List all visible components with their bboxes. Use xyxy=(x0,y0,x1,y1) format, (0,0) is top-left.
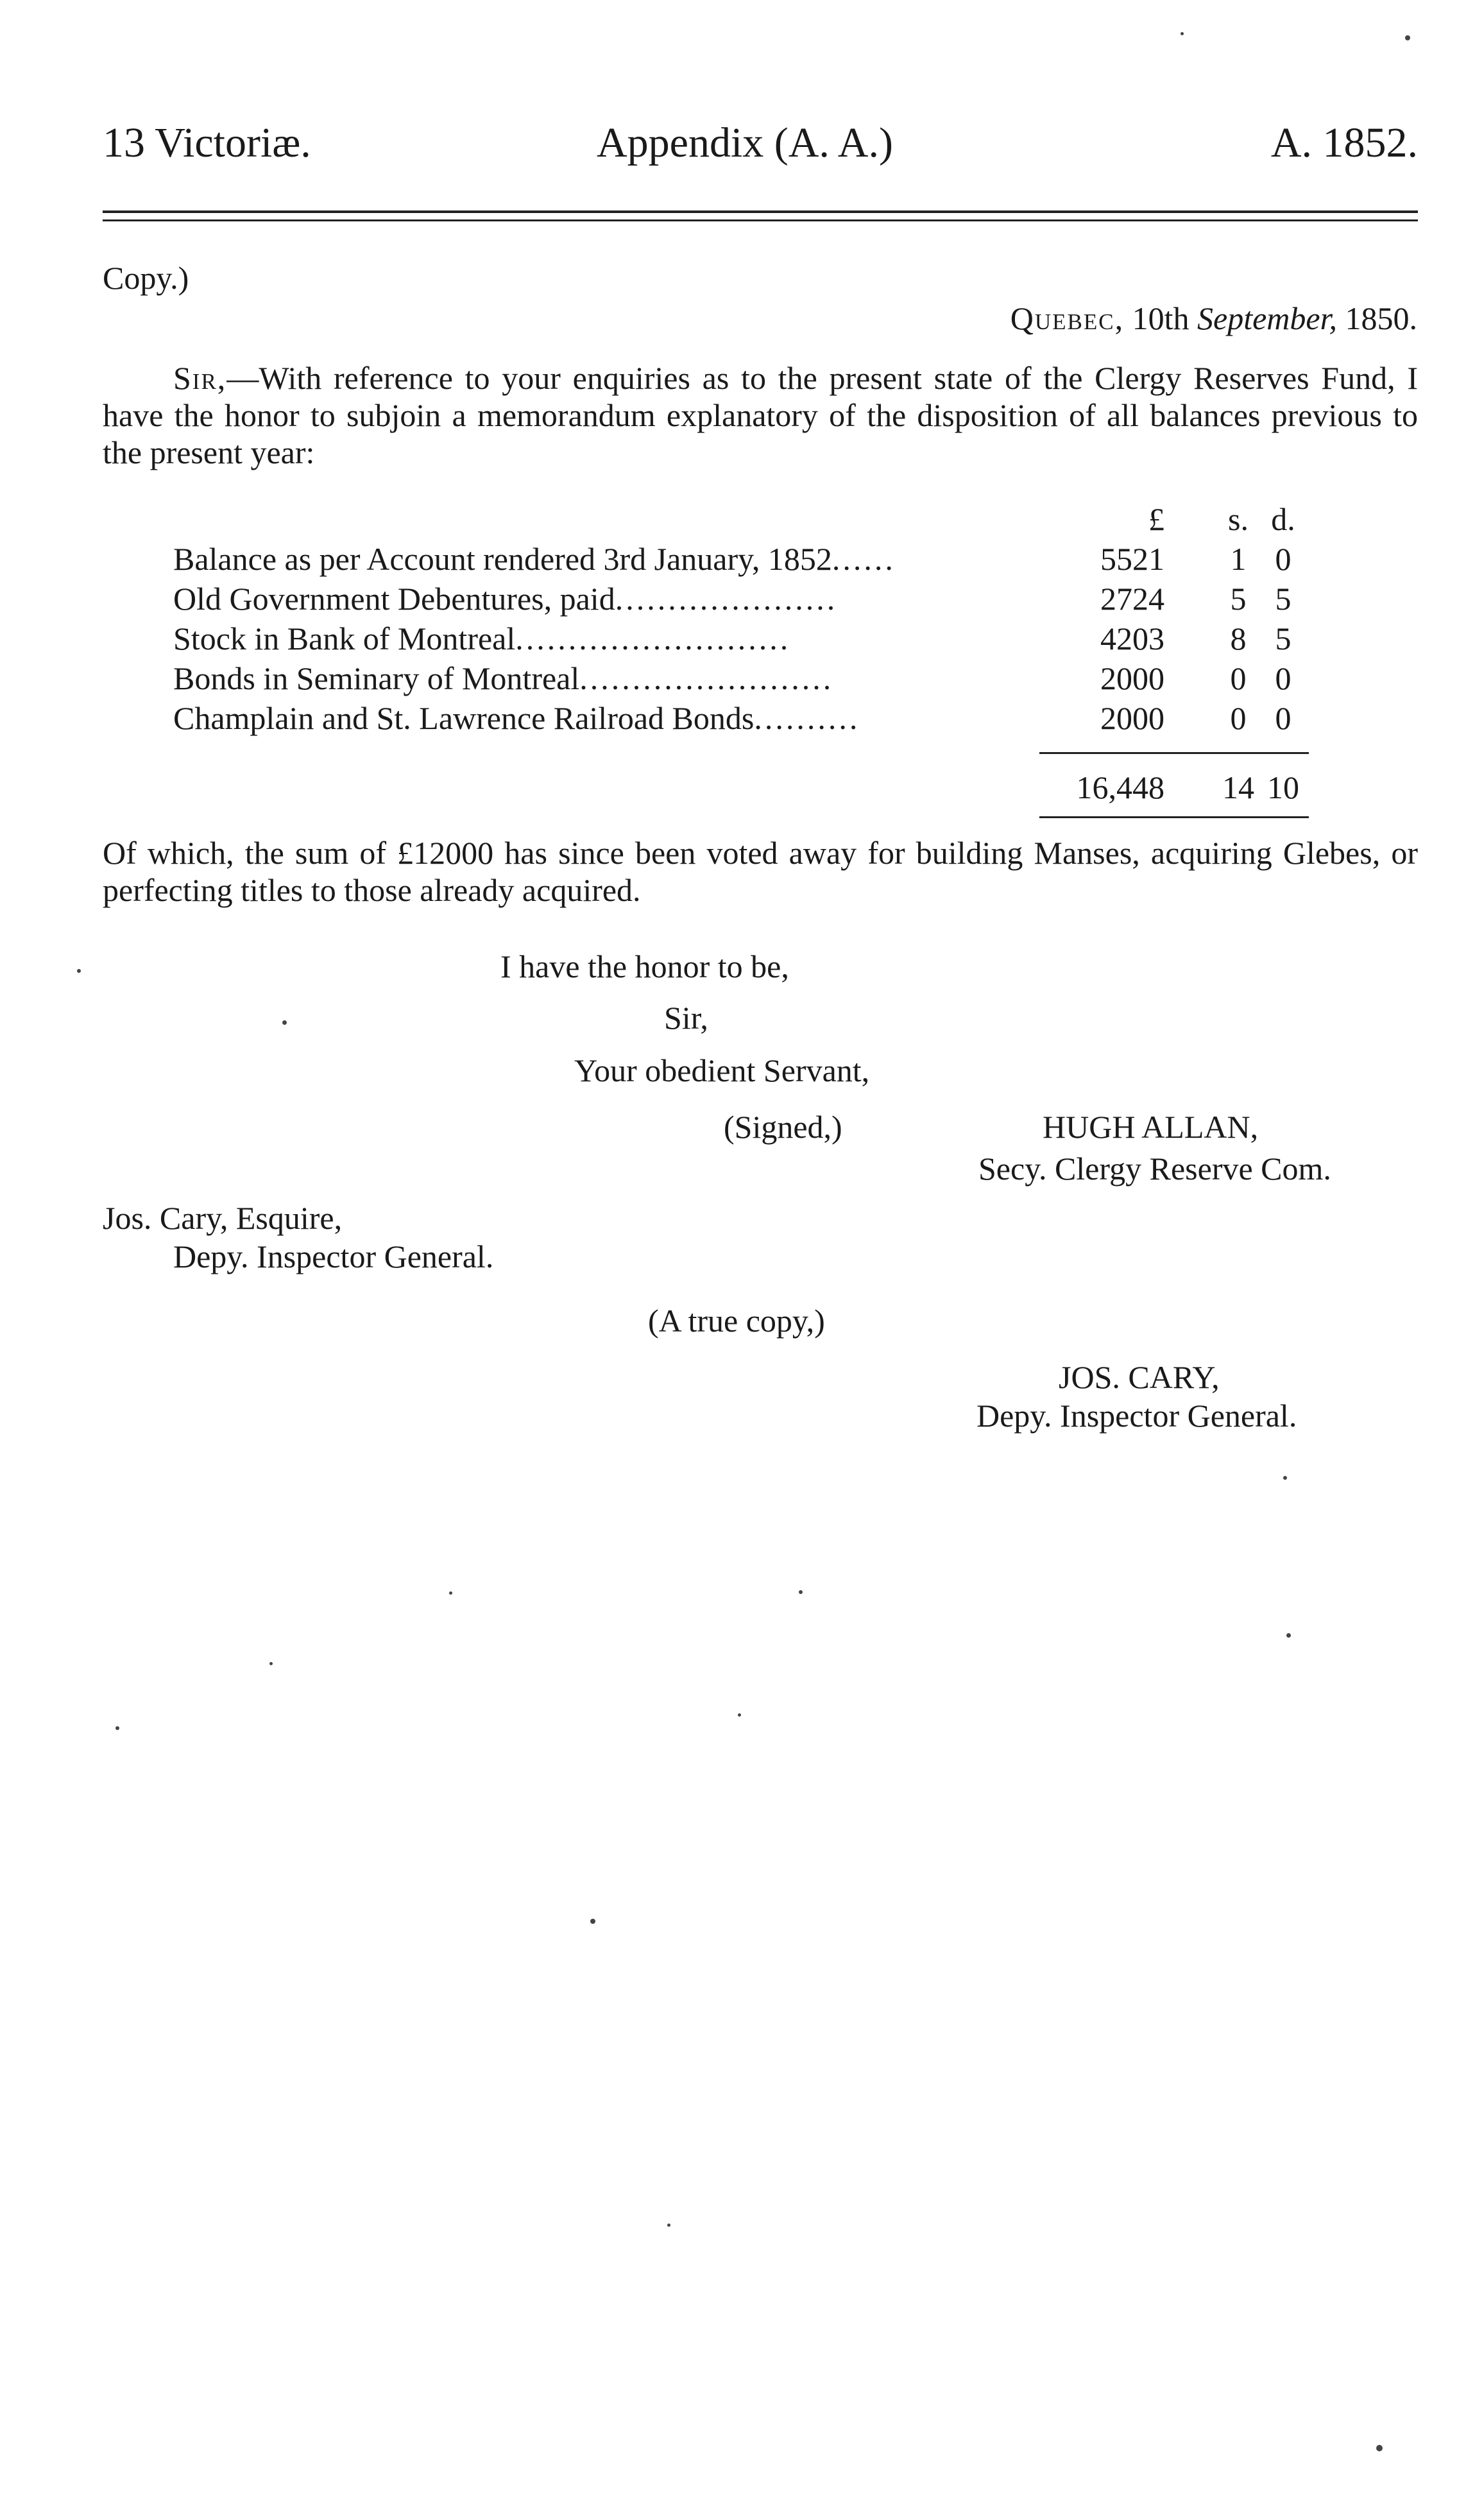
dateline-year: 1850. xyxy=(1345,300,1417,336)
table-header xyxy=(173,501,1360,539)
row-shillings: 1 xyxy=(1230,541,1247,577)
closing-line-2: Sir, xyxy=(664,1000,708,1036)
header-year: A. 1852. xyxy=(1270,119,1418,166)
row-description: Old Government Debentures, paid xyxy=(173,581,615,617)
header-pounds: £ xyxy=(1148,501,1164,537)
true-copy-label: (A true copy,) xyxy=(648,1303,825,1339)
header-session: 13 Victoriæ. xyxy=(103,119,311,166)
dateline-place: Quebec, xyxy=(1010,300,1125,336)
scan-speck xyxy=(1405,35,1410,40)
scan-speck xyxy=(282,1020,287,1025)
dateline xyxy=(1010,300,1417,336)
dateline-month: September, xyxy=(1197,300,1337,336)
row-leader: .......................... xyxy=(515,621,791,656)
copy-label: Copy.) xyxy=(103,260,189,296)
scan-speck xyxy=(1283,1476,1287,1480)
header-appendix: Appendix (A. A.) xyxy=(597,119,893,166)
salutation: Sir, xyxy=(173,360,227,396)
closing-line-3: Your obedient Servant, xyxy=(574,1052,870,1088)
scan-speck xyxy=(77,969,81,973)
dateline-date: 10th xyxy=(1132,300,1189,336)
row-leader: .......... xyxy=(754,700,860,736)
row-shillings: 8 xyxy=(1230,621,1247,656)
table-row xyxy=(173,660,1360,699)
total-rule-bottom xyxy=(1039,816,1309,818)
row-description: Bonds in Seminary of Montreal xyxy=(173,660,580,696)
row-shillings: 0 xyxy=(1230,700,1247,736)
row-leader: ..................... xyxy=(615,581,838,617)
intro-text: —With reference to your enquiries as to the present state of the Clergy Reserves Fund, I have the honor to subjoin a memorandum explanatory of the disposition of all balances previous to the present year: xyxy=(103,360,1418,470)
row-leader: ...... xyxy=(831,541,896,577)
scan-speck xyxy=(1286,1633,1291,1638)
addressee-name: Jos. Cary, Esquire, xyxy=(103,1200,343,1236)
row-pounds: 2724 xyxy=(1100,581,1164,617)
total-shillings: 14 xyxy=(1222,769,1254,805)
scan-speck xyxy=(1181,32,1184,35)
scan-speck xyxy=(590,1919,595,1924)
signer-title: Secy. Clergy Reserve Com. xyxy=(978,1151,1331,1187)
row-shillings: 0 xyxy=(1230,660,1247,696)
row-description: Champlain and St. Lawrence Railroad Bonds xyxy=(173,700,755,736)
certifier-name: JOS. CARY, xyxy=(1059,1359,1220,1395)
row-pounds: 2000 xyxy=(1100,700,1164,736)
intro-paragraph xyxy=(103,359,1418,471)
row-description: Balance as per Account rendered 3rd January, 1852 xyxy=(173,541,832,577)
header-rule-bottom xyxy=(103,219,1418,221)
table-row xyxy=(173,699,1360,739)
table-total-row xyxy=(173,769,1360,809)
table-row xyxy=(173,580,1360,620)
scan-speck xyxy=(738,1713,741,1717)
running-header xyxy=(103,119,1418,176)
header-pence: d. xyxy=(1271,501,1295,537)
row-leader: ........................ xyxy=(579,660,834,696)
closing-line-1: I have the honor to be, xyxy=(500,948,789,984)
scan-speck xyxy=(799,1590,803,1594)
header-shillings: s. xyxy=(1228,501,1249,537)
row-pounds: 5521 xyxy=(1100,541,1164,577)
signed-label: (Signed,) xyxy=(724,1109,842,1145)
signer-name: HUGH ALLAN, xyxy=(1043,1109,1259,1145)
total-rule-top xyxy=(1039,752,1309,754)
addressee-title: Depy. Inspector General. xyxy=(173,1239,494,1274)
scan-speck xyxy=(115,1726,119,1730)
scan-speck xyxy=(269,1662,273,1665)
row-description: Stock in Bank of Montreal xyxy=(173,621,516,656)
row-pence: 5 xyxy=(1275,581,1292,617)
header-rule-top xyxy=(103,210,1418,213)
row-pounds: 2000 xyxy=(1100,660,1164,696)
scan-speck xyxy=(1376,2445,1383,2451)
row-pence: 5 xyxy=(1275,621,1292,656)
row-pence: 0 xyxy=(1275,541,1292,577)
total-pounds: 16,448 xyxy=(1076,769,1164,805)
scan-speck xyxy=(667,2224,670,2227)
table-row xyxy=(173,620,1360,660)
note-paragraph: Of which, the sum of £12000 has since been voted away for building Manses, acquiring Glebes, or perfecting titles to those already acquired. xyxy=(103,835,1418,908)
row-pence: 0 xyxy=(1275,660,1292,696)
row-pence: 0 xyxy=(1275,700,1292,736)
scan-speck xyxy=(449,1591,452,1595)
certifier-title: Depy. Inspector General. xyxy=(976,1398,1297,1434)
table-row xyxy=(173,540,1360,580)
row-shillings: 5 xyxy=(1230,581,1247,617)
total-pence: 10 xyxy=(1267,769,1299,805)
row-pounds: 4203 xyxy=(1100,621,1164,656)
